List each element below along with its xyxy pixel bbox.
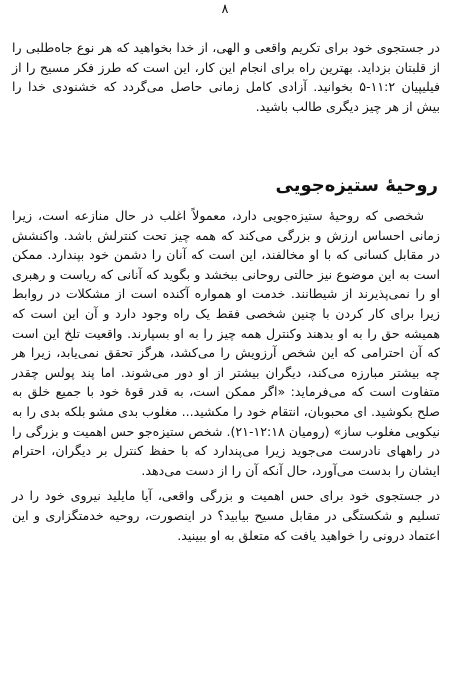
intro-text-block: [12, 38, 440, 116]
page-number: ۸: [221, 2, 229, 17]
section-heading: روحیهٔ ستیزه‌جویی: [275, 175, 438, 196]
paragraph-intro: در جستجوی خود برای تکریم واقعی و الهی، از خدا بخواهید که هر نوع جاه‌طلبی را از قلبتان بزداید. بهترین راه برای انجام این کار، این است که طرز فکر مسیح را از فیلیپیان ۱۱:۲-۵ بخوانید. آزادی کامل زمانی حاصل می‌گردد که خشنودی خدا را بیش از هر چیز دیگری طالب باشید.: [12, 40, 440, 114]
paragraph-body-2: در جستجوی خود برای حس اهمیت و بزرگی واقعی، آیا مایلید نیروی خود را در تسلیم و شکستگی در مقابل مسیح بیابید؟ در اینصورت، روحیه خدمتگزاری و این اعتماد درونی را خواهید یافت که متعلق به او ببینید.: [12, 488, 440, 543]
paragraph-body-1: شخصی که روحیهٔ ستیزه‌جویی دارد، معمولاً اغلب در حال منازعه است، زیرا زمانی احساس ارزش و بزرگی می‌کند که همه چیز تحت کنترلش باشد. واکنشش در مقابل کسانی که با او مخالفند، این است که آنان را دشمن خود بپندارد. ممکن است به این موضوع نیز حالتی روحانی ببخشد و بگوید که آنانی که ریاست و رهبری او را نمی‌پذیرند از شیطانند. خدمت او همواره آکنده است از مشکلات در روابط زیرا برای کار کردن با چنین شخصی فقط یک راه وجود دارد و آن این است که همیشه حق را به او بدهند وکنترل همه چیز را به او بسپارند. واقعیت تلخ این است که آن احترامی که این شخص آرزویش را می‌کشد، هرگز تحقق نمی‌یابد، زیرا هر چه بیشتر مبارزه می‌کند، دیگران بیشتر از او دور می‌شوند. اما پند پولس چقدر متفاوت است که می‌فرماید: «اگر ممکن است، به قدر قوهٔ خود با جمیع خلق به صلح بکوشید. ای محبوبان، انتقام خود را مکشید... مغلوب بدی مشو بلکه بدی را به نیکویی مغلوب ساز» (رومیان ۱۲:۱۸-۲۱). شخص ستیزه‌جو حس اهمیت و بزرگی را در راههای نادرست می‌جوید زیرا می‌پندارد که با حفظ کنترل بر دیگران، احترام ایشان را بدست می‌آورد، حال آنکه آن را از دست می‌دهد.: [12, 208, 440, 478]
section-body: [12, 206, 440, 545]
